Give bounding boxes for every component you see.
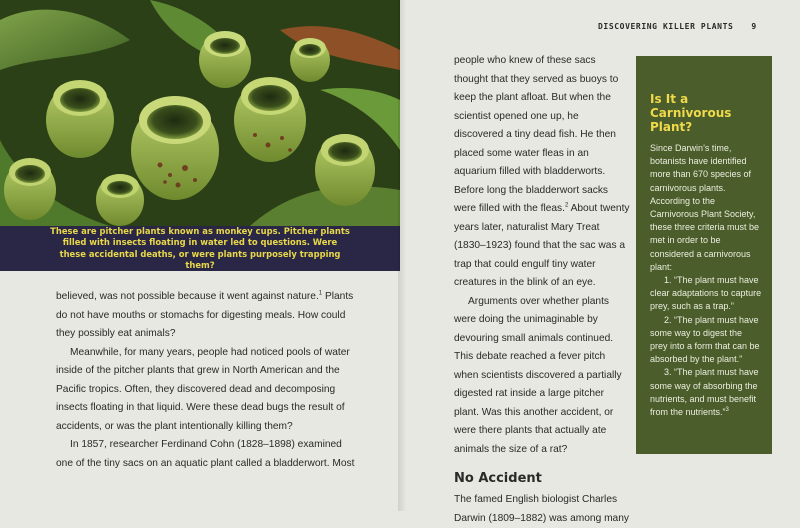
- sidebar-criterion: 1. “The plant must have clear adaptations to capture prey, such as a trap.”: [650, 275, 762, 312]
- left-paragraph-1: believed, was not possible because it went against nature.$^1$ Plants do not have mouths or stomachs for digesting meals. How could they possibly eat animals?: [56, 290, 354, 339]
- endnote-marker[interactable]: 1: [318, 290, 323, 297]
- photo-caption: These are pitcher plants known as monkey cups. Pitcher plants filled with insects floating in water led to questions. Were these accidental deaths, or were plants purposely trapping them?: [50, 225, 350, 270]
- chapter-title: DISCOVERING KILLER PLANTS: [598, 22, 734, 31]
- pitcher-plant-photo: [0, 0, 400, 226]
- left-paragraph-2: Meanwhile, for many years, people had noticed pools of water inside of the pitcher plants that grew in North American and the Pacific tropics. Often, they discovered dead and decomposing insects floating in that liquid. Were these dead bugs the result of accidents, or was the plant intentionally killing them?: [56, 346, 350, 432]
- sidebar-criterion: 3. “The plant must have some way of absorbing the nutrients, and must benefit from the nutrients.”$^3$: [650, 367, 759, 418]
- page-gutter: [398, 0, 410, 511]
- running-header: [598, 22, 757, 31]
- middle-paragraph-3: The famed English biologist Charles Darwin (1809–1882) was among many: [454, 494, 629, 524]
- sidebar-title: Is It a Carnivorous Plant?: [650, 92, 732, 134]
- page-number: 9: [751, 22, 757, 31]
- endnote-marker[interactable]: 2: [564, 202, 569, 209]
- sidebar-intro: Since Darwin’s time, botanists have identified more than 670 species of carnivorous plants. According to the Carnivorous Plant Society, these three criteria must be met in order to be considered a carnivorous plant:: [650, 143, 760, 272]
- left-paragraph-3: In 1857, researcher Ferdinand Cohn (1828–1898) examined one of the tiny sacs on an aquatic plant called a bladderwort. Most: [56, 439, 355, 469]
- sidebar-criterion: 2. “The plant must have some way to digest the prey into a form that can be absorbed by the plant.”: [650, 314, 760, 365]
- endnote-marker[interactable]: 3: [725, 407, 729, 414]
- sidebar-box: [636, 56, 772, 454]
- left-column-text: [56, 288, 356, 473]
- pitcher-plant-illustration: [0, 0, 400, 226]
- middle-column-text: [454, 52, 630, 528]
- middle-paragraph-2: Arguments over whether plants were doing the unimaginable by devouring small animals continued. This debate reached a fever pitch when scientists discovered a partially digested rat inside a large pitcher plant. Was this another accident, or were there plants that actually ate animals the size of a rat?: [454, 295, 622, 455]
- section-heading: No Accident: [454, 471, 542, 486]
- photo-caption-box: [0, 226, 400, 271]
- middle-paragraph-1: people who knew of these sacs thought that they served as buoys to keep the plant afloat. But when the scientist opened one up, he discovered a tiny dead fish. He then placed some water fleas in an aquarium filled with bladderworts. Before long the bladderwort sacks were filled with the fleas.$^2$ About twenty years later, naturalist Mary Treat (1830–1923) found that the sac was a trap that could engulf tiny water creatures in the blink of an eye.: [454, 55, 630, 288]
